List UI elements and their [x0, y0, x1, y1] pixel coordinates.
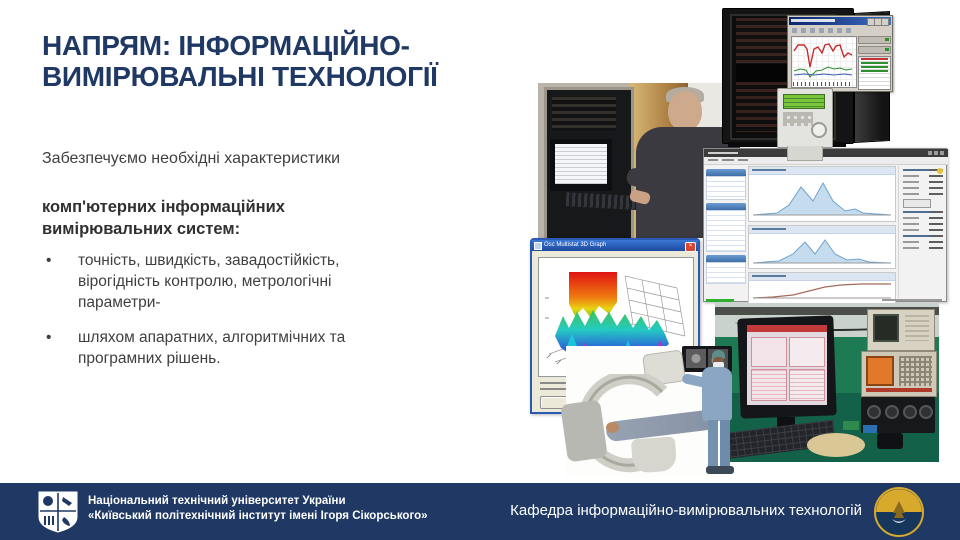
meter-dial [811, 122, 827, 138]
sidebar-group-header [706, 255, 746, 262]
histogram-panel [748, 166, 896, 222]
window-icon [534, 242, 542, 250]
meter-base [787, 146, 823, 161]
app-panel [789, 369, 825, 401]
oscilloscope-knobs [905, 315, 929, 341]
charts-column [748, 166, 896, 298]
analyzer-red-strip [866, 388, 932, 392]
rising-curve-chart [749, 281, 895, 301]
analyzer-buttons [899, 356, 932, 386]
sidebar-group-list [706, 262, 746, 284]
detail-row [903, 181, 943, 184]
intro-text: Забезпечуємо необхідні характеристики [42, 150, 341, 167]
close-button [940, 151, 944, 155]
area-chart-twin-peaks [749, 234, 895, 266]
kpi-logo-shield [38, 491, 78, 533]
titlebar-text-placeholder [791, 19, 835, 22]
bullet-text: шляхом апаратних, алгоритмічних та програмних рішень. [78, 329, 346, 367]
panel-header [749, 226, 895, 234]
meter-lcd-display [783, 94, 825, 109]
sidebar-group-list [706, 210, 746, 252]
toolbar [790, 27, 890, 34]
app-panel [751, 369, 787, 401]
machine-base [560, 399, 608, 462]
detail-row [903, 241, 943, 244]
sidebar-group-header [706, 169, 746, 176]
round-work-pad [807, 433, 865, 457]
department-emblem [874, 487, 924, 537]
detail-row [903, 211, 943, 214]
screenshot-trend-chart-window [787, 15, 893, 92]
detail-row [903, 217, 943, 220]
menu-item [708, 159, 718, 161]
panel-header [749, 273, 895, 281]
circuit-board [863, 425, 877, 433]
slider-control [858, 36, 891, 44]
table-row-green [861, 66, 888, 68]
photo-medical-c-arm [566, 346, 738, 478]
detail-row [903, 223, 943, 226]
titlebar-text-placeholder [708, 152, 738, 154]
minimize-button [928, 151, 932, 155]
university-name [88, 494, 508, 524]
sidebar-group-list [706, 176, 746, 200]
bullet-marker: • [46, 329, 52, 346]
slide-title-line2: ВИМІРЮВАЛЬНІ ТЕХНОЛОГІЇ [42, 61, 438, 92]
surgeon-gown [702, 367, 732, 421]
monitor-screen [555, 144, 607, 184]
x-axis-tick-labels [793, 82, 853, 86]
circuit-board [843, 421, 859, 430]
close-button [881, 18, 889, 26]
knob [885, 405, 899, 419]
patient-head [606, 422, 619, 433]
rack-modules [552, 97, 616, 131]
app-title-bar [747, 325, 827, 332]
bullet-marker: • [46, 252, 52, 269]
bullet-item [46, 327, 406, 369]
details-panel [898, 166, 947, 298]
close-button: × [685, 242, 696, 252]
surgeon-shoes [706, 466, 734, 474]
bullet-list [46, 250, 406, 383]
handheld-meter [877, 433, 903, 449]
table-row-green [861, 62, 888, 64]
oscilloscope-screen [873, 314, 899, 342]
slider-control [858, 46, 891, 54]
sidebar-group-header [706, 203, 746, 210]
statusbar-text-placeholder [882, 299, 942, 301]
window-title: Osc Multistat 3D Graph [544, 242, 607, 248]
university-line1: Національний технічний університет України [88, 495, 346, 507]
table-row-green [861, 70, 888, 72]
surgeon-leg [720, 420, 730, 468]
operator-head [668, 91, 702, 131]
help-icon [937, 168, 943, 174]
detail-row [903, 175, 943, 178]
meter-buttons [783, 112, 813, 126]
detail-row [903, 187, 943, 190]
histogram-panel-2 [748, 225, 896, 269]
chart-plot-area [791, 36, 857, 88]
detail-row [903, 235, 943, 238]
slide-title [42, 30, 522, 92]
table-row-red [861, 58, 888, 60]
under-table-unit [631, 437, 677, 474]
control-panel [858, 36, 891, 86]
bullet-item [46, 250, 406, 313]
university-line2: «Київський політехнічний інститут імені Ігоря Сікорського» [88, 510, 428, 522]
knob [903, 405, 917, 419]
surgeon-leg [708, 420, 718, 468]
screenshot-measurement-software [703, 148, 947, 302]
menu-item [738, 159, 748, 161]
panel-header [749, 167, 895, 175]
detail-row [903, 229, 943, 232]
cumulative-curve-panel [748, 272, 896, 304]
values-table [858, 56, 891, 90]
photo-lab-bench [715, 303, 939, 462]
app-panel [751, 337, 787, 367]
slide-title-line1: НАПРЯМ: ІНФОРМАЦІЙНО- [42, 30, 410, 61]
menu-item [722, 159, 734, 161]
navigation-sidebar [706, 166, 746, 298]
app-panel [789, 337, 825, 367]
status-progress-green [706, 299, 734, 302]
bullet-text: точність, швидкість, завадостійкість, вірогідність контролю, метрологічні параметри- [78, 252, 340, 311]
detail-row [903, 193, 943, 196]
photo-digital-meter [777, 88, 831, 160]
caption-text-placeholder [540, 388, 566, 390]
trend-lines [792, 37, 854, 85]
knob [867, 405, 881, 419]
analyzer-orange-screen [866, 356, 894, 386]
subhead-text: комп'ютерних інформаційних вимірювальних систем: [42, 198, 285, 238]
footer-bar [0, 483, 960, 540]
detail-row [903, 247, 943, 250]
gear-icon [43, 496, 53, 506]
area-chart-twin-peaks [749, 175, 895, 219]
panel-button [903, 199, 931, 208]
surgeon [696, 350, 740, 478]
knob [919, 405, 933, 419]
department-name: Кафедра інформаційно-вимірювальних технологій [510, 502, 862, 519]
maximize-button [934, 151, 938, 155]
